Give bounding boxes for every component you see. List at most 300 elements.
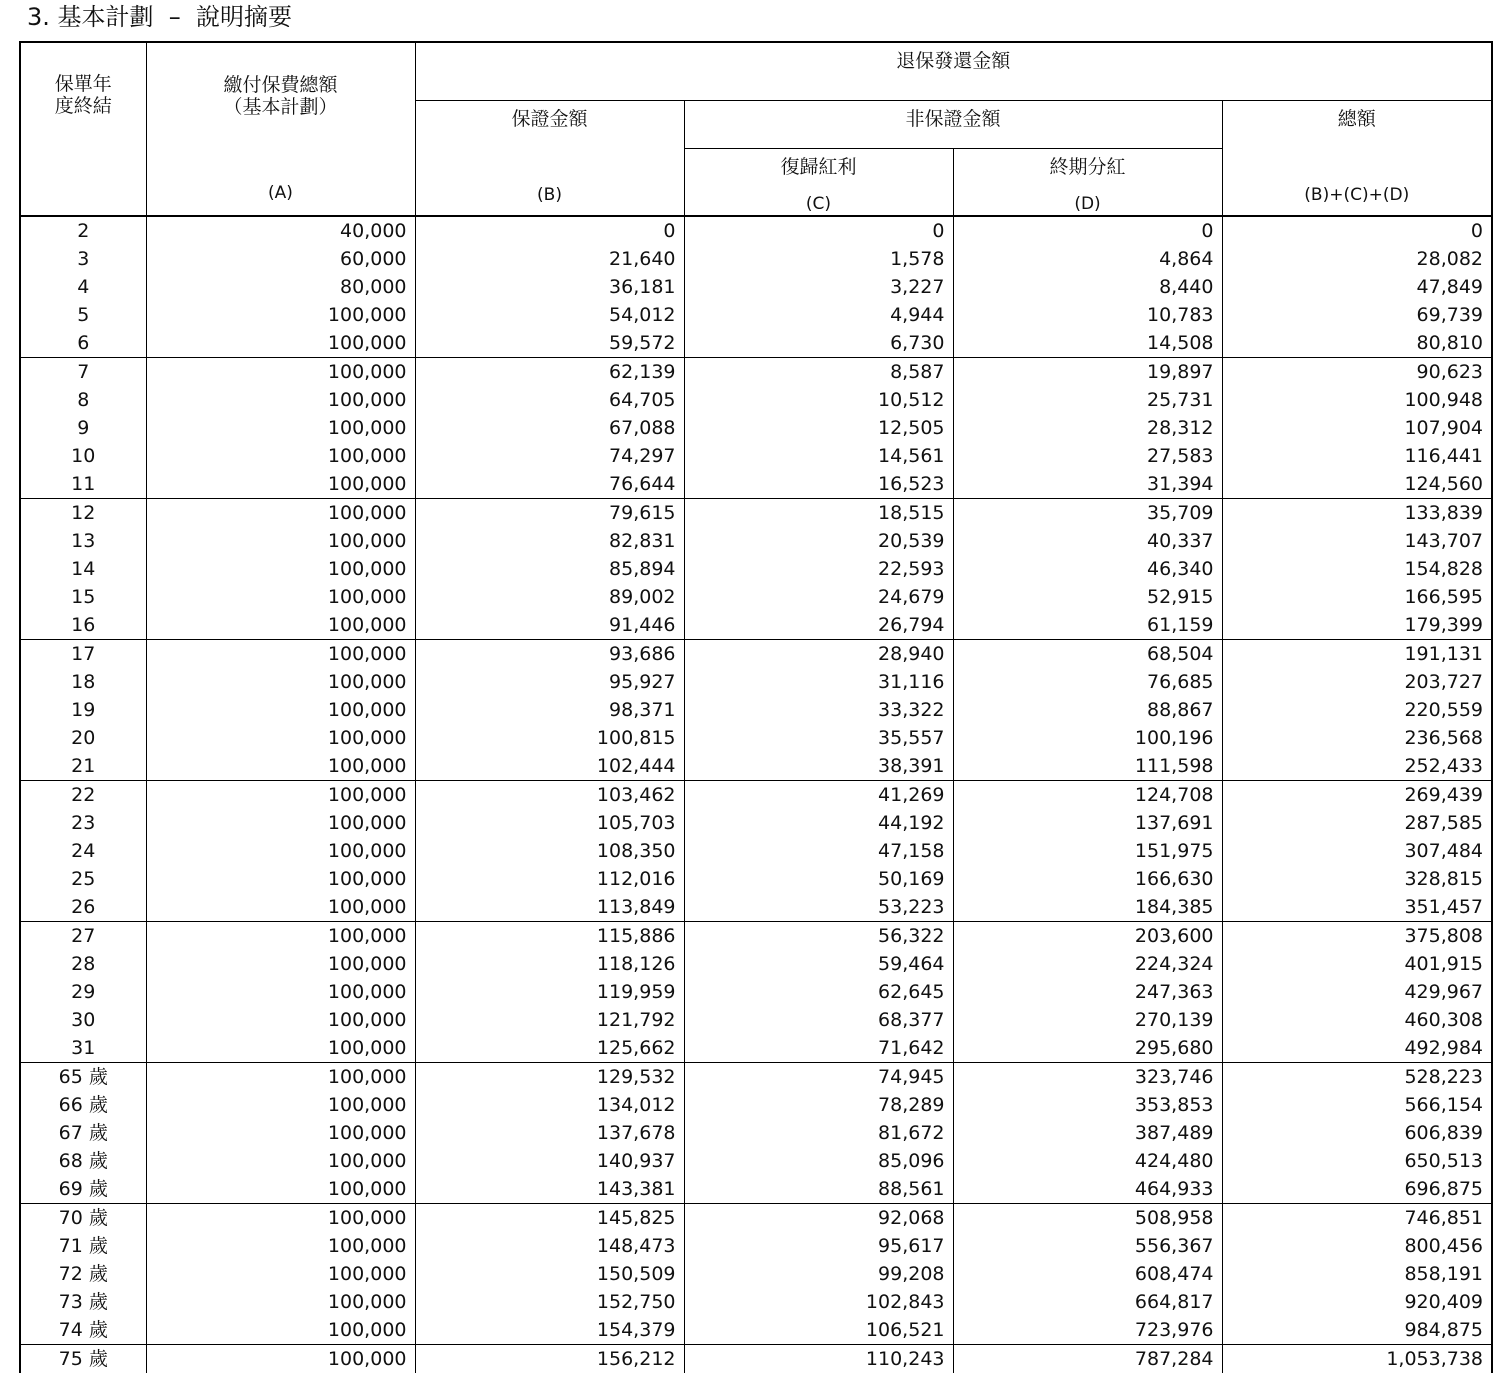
policy-year-cell: 7: [20, 358, 146, 387]
reversionary-bonus-cell: 41,269: [684, 781, 953, 810]
premium-cell: 100,000: [146, 752, 415, 781]
policy-year-cell: 24: [20, 837, 146, 865]
guaranteed-cell: 91,446: [415, 611, 684, 640]
policy-year-cell: 67 歲: [20, 1119, 146, 1147]
reversionary-bonus-cell: 8,587: [684, 358, 953, 387]
table-row: [20, 499, 1492, 528]
reversionary-bonus-cell: 95,617: [684, 1232, 953, 1260]
policy-year-cell: 70 歲: [20, 1204, 146, 1233]
premium-cell: 100,000: [146, 1119, 415, 1147]
policy-year-cell: 9: [20, 414, 146, 442]
table-row: [20, 1316, 1492, 1345]
terminal-dividend-cell: 295,680: [953, 1034, 1222, 1063]
premium-cell: 100,000: [146, 1316, 415, 1345]
table-row: [20, 668, 1492, 696]
guaranteed-cell: 112,016: [415, 865, 684, 893]
total-cell: 90,623: [1222, 358, 1492, 387]
total-cell: 203,727: [1222, 668, 1492, 696]
premium-cell: 100,000: [146, 893, 415, 922]
premium-cell: 100,000: [146, 329, 415, 358]
terminal-dividend-cell: 124,708: [953, 781, 1222, 810]
premium-cell: 100,000: [146, 1232, 415, 1260]
total-cell: 124,560: [1222, 470, 1492, 499]
policy-year-cell: 30: [20, 1006, 146, 1034]
table-row: [20, 809, 1492, 837]
premium-cell: 100,000: [146, 696, 415, 724]
total-cell: 650,513: [1222, 1147, 1492, 1175]
reversionary-bonus-cell: 85,096: [684, 1147, 953, 1175]
terminal-dividend-cell: 31,394: [953, 470, 1222, 499]
total-cell: 307,484: [1222, 837, 1492, 865]
policy-year-cell: 26: [20, 893, 146, 922]
guaranteed-cell: 67,088: [415, 414, 684, 442]
total-cell: 80,810: [1222, 329, 1492, 358]
table-row: [20, 611, 1492, 640]
guaranteed-cell: 82,831: [415, 527, 684, 555]
total-cell: 566,154: [1222, 1091, 1492, 1119]
total-cell: 69,739: [1222, 301, 1492, 329]
guaranteed-amount-label: 保證金額: [511, 108, 588, 130]
reversionary-bonus-cell: 68,377: [684, 1006, 953, 1034]
guaranteed-cell: 74,297: [415, 442, 684, 470]
premium-cell: 100,000: [146, 640, 415, 669]
terminal-dividend-letter: (D): [1074, 194, 1101, 214]
guaranteed-cell: 115,886: [415, 922, 684, 951]
table-row: [20, 1091, 1492, 1119]
reversionary-bonus-cell: 74,945: [684, 1063, 953, 1092]
guaranteed-cell: 134,012: [415, 1091, 684, 1119]
table-row: [20, 1147, 1492, 1175]
policy-year-cell: 25: [20, 865, 146, 893]
premium-cell: 100,000: [146, 386, 415, 414]
premium-cell: 100,000: [146, 1147, 415, 1175]
premium-cell: 100,000: [146, 950, 415, 978]
guaranteed-cell: 121,792: [415, 1006, 684, 1034]
total-cell: 116,441: [1222, 442, 1492, 470]
policy-year-cell: 5: [20, 301, 146, 329]
guaranteed-cell: 103,462: [415, 781, 684, 810]
table-row: [20, 1034, 1492, 1063]
terminal-dividend-cell: 203,600: [953, 922, 1222, 951]
terminal-dividend-cell: 35,709: [953, 499, 1222, 528]
premium-cell: 100,000: [146, 1175, 415, 1204]
guaranteed-cell: 140,937: [415, 1147, 684, 1175]
document-title: 3. 基本計劃 – 說明摘要: [27, 3, 293, 31]
guaranteed-cell: 105,703: [415, 809, 684, 837]
terminal-dividend-cell: 14,508: [953, 329, 1222, 358]
total-cell: 401,915: [1222, 950, 1492, 978]
guaranteed-amount-letter: (B): [537, 185, 562, 205]
policy-year-cell: 17: [20, 640, 146, 669]
premium-header-line-1: 繳付保費總額: [223, 74, 338, 96]
policy-year-cell: 21: [20, 752, 146, 781]
reversionary-bonus-cell: 14,561: [684, 442, 953, 470]
table-row: [20, 1204, 1492, 1233]
terminal-dividend-cell: 184,385: [953, 893, 1222, 922]
table-row: [20, 358, 1492, 387]
table-row: [20, 865, 1492, 893]
terminal-dividend-cell: 28,312: [953, 414, 1222, 442]
surrender-value-group-header: 退保發還金額: [415, 42, 1492, 101]
premium-cell: 40,000: [146, 216, 415, 245]
terminal-dividend-cell: 166,630: [953, 865, 1222, 893]
total-cell: 606,839: [1222, 1119, 1492, 1147]
table-row: [20, 442, 1492, 470]
reversionary-bonus-cell: 71,642: [684, 1034, 953, 1063]
premium-cell: 100,000: [146, 837, 415, 865]
premium-cell: 100,000: [146, 1063, 415, 1092]
guaranteed-cell: 100,815: [415, 724, 684, 752]
premium-cell: 100,000: [146, 1034, 415, 1063]
total-cell: 920,409: [1222, 1288, 1492, 1316]
reversionary-bonus-cell: 10,512: [684, 386, 953, 414]
guaranteed-cell: 129,532: [415, 1063, 684, 1092]
terminal-dividend-cell: 27,583: [953, 442, 1222, 470]
policy-year-cell: 68 歲: [20, 1147, 146, 1175]
terminal-dividend-label: 終期分紅: [1049, 156, 1126, 178]
policy-year-cell: 6: [20, 329, 146, 358]
table-row: [20, 470, 1492, 499]
reversionary-bonus-cell: 88,561: [684, 1175, 953, 1204]
table-row: [20, 1063, 1492, 1092]
policy-year-cell: 27: [20, 922, 146, 951]
policy-year-cell: 13: [20, 527, 146, 555]
premium-header: [146, 42, 415, 216]
reversionary-bonus-letter: (C): [805, 194, 832, 214]
terminal-dividend-cell: 25,731: [953, 386, 1222, 414]
total-formula: (B)+(C)+(D): [1304, 185, 1410, 205]
guaranteed-cell: 62,139: [415, 358, 684, 387]
table-row: [20, 1006, 1492, 1034]
policy-year-cell: 15: [20, 583, 146, 611]
policy-year-cell: 29: [20, 978, 146, 1006]
premium-cell: 100,000: [146, 499, 415, 528]
reversionary-bonus-cell: 59,464: [684, 950, 953, 978]
total-cell: 375,808: [1222, 922, 1492, 951]
terminal-dividend-cell: 8,440: [953, 273, 1222, 301]
reversionary-bonus-cell: 28,940: [684, 640, 953, 669]
guaranteed-cell: 137,678: [415, 1119, 684, 1147]
premium-cell: 100,000: [146, 301, 415, 329]
guaranteed-cell: 152,750: [415, 1288, 684, 1316]
table-row: [20, 329, 1492, 358]
reversionary-bonus-cell: 53,223: [684, 893, 953, 922]
terminal-dividend-cell: 46,340: [953, 555, 1222, 583]
terminal-dividend-cell: 464,933: [953, 1175, 1222, 1204]
premium-cell: 100,000: [146, 470, 415, 499]
policy-year-header-line-1: 保單年: [54, 73, 112, 95]
table-row: [20, 1119, 1492, 1147]
total-cell: 429,967: [1222, 978, 1492, 1006]
total-cell: 191,131: [1222, 640, 1492, 669]
table-row: [20, 978, 1492, 1006]
table-row: [20, 1288, 1492, 1316]
total-cell: 100,948: [1222, 386, 1492, 414]
table-row: [20, 724, 1492, 752]
guaranteed-cell: 113,849: [415, 893, 684, 922]
guaranteed-cell: 0: [415, 216, 684, 245]
policy-year-cell: 74 歲: [20, 1316, 146, 1345]
policy-year-cell: 2: [20, 216, 146, 245]
premium-cell: 100,000: [146, 1091, 415, 1119]
table-row: [20, 640, 1492, 669]
reversionary-bonus-cell: 56,322: [684, 922, 953, 951]
guaranteed-cell: 64,705: [415, 386, 684, 414]
guaranteed-cell: 95,927: [415, 668, 684, 696]
policy-year-cell: 73 歲: [20, 1288, 146, 1316]
premium-cell: 100,000: [146, 865, 415, 893]
policy-year-cell: 20: [20, 724, 146, 752]
total-cell: 179,399: [1222, 611, 1492, 640]
guaranteed-cell: 145,825: [415, 1204, 684, 1233]
reversionary-bonus-cell: 50,169: [684, 865, 953, 893]
policy-year-cell: 16: [20, 611, 146, 640]
premium-cell: 100,000: [146, 1204, 415, 1233]
terminal-dividend-cell: 424,480: [953, 1147, 1222, 1175]
total-cell: 107,904: [1222, 414, 1492, 442]
total-cell: 1,053,738: [1222, 1345, 1492, 1374]
table-row: [20, 950, 1492, 978]
reversionary-bonus-cell: 44,192: [684, 809, 953, 837]
table-row: [20, 583, 1492, 611]
table-row: [20, 386, 1492, 414]
premium-cell: 100,000: [146, 978, 415, 1006]
total-cell: 746,851: [1222, 1204, 1492, 1233]
policy-year-cell: 72 歲: [20, 1260, 146, 1288]
reversionary-bonus-cell: 35,557: [684, 724, 953, 752]
policy-year-cell: 3: [20, 245, 146, 273]
reversionary-bonus-cell: 20,539: [684, 527, 953, 555]
guaranteed-cell: 156,212: [415, 1345, 684, 1374]
table-row: [20, 781, 1492, 810]
reversionary-bonus-cell: 3,227: [684, 273, 953, 301]
policy-year-cell: 10: [20, 442, 146, 470]
table-row: [20, 922, 1492, 951]
reversionary-bonus-cell: 0: [684, 216, 953, 245]
terminal-dividend-cell: 40,337: [953, 527, 1222, 555]
reversionary-bonus-cell: 4,944: [684, 301, 953, 329]
guaranteed-cell: 79,615: [415, 499, 684, 528]
reversionary-bonus-cell: 26,794: [684, 611, 953, 640]
total-cell: 0: [1222, 216, 1492, 245]
premium-cell: 100,000: [146, 358, 415, 387]
terminal-dividend-cell: 247,363: [953, 978, 1222, 1006]
guaranteed-cell: 102,444: [415, 752, 684, 781]
terminal-dividend-cell: 151,975: [953, 837, 1222, 865]
premium-cell: 100,000: [146, 1006, 415, 1034]
terminal-dividend-header: [953, 149, 1222, 217]
premium-cell: 100,000: [146, 555, 415, 583]
guaranteed-cell: 143,381: [415, 1175, 684, 1204]
terminal-dividend-cell: 52,915: [953, 583, 1222, 611]
guaranteed-cell: 125,662: [415, 1034, 684, 1063]
policy-year-cell: 12: [20, 499, 146, 528]
reversionary-bonus-cell: 1,578: [684, 245, 953, 273]
total-cell: 269,439: [1222, 781, 1492, 810]
guaranteed-cell: 36,181: [415, 273, 684, 301]
premium-cell: 100,000: [146, 668, 415, 696]
table-row: [20, 1260, 1492, 1288]
premium-cell: 100,000: [146, 583, 415, 611]
total-header: [1222, 101, 1492, 217]
guaranteed-cell: 93,686: [415, 640, 684, 669]
reversionary-bonus-cell: 18,515: [684, 499, 953, 528]
terminal-dividend-cell: 353,853: [953, 1091, 1222, 1119]
table-row: [20, 1232, 1492, 1260]
premium-header-letter: (A): [268, 183, 293, 203]
table-row: [20, 245, 1492, 273]
terminal-dividend-cell: 556,367: [953, 1232, 1222, 1260]
terminal-dividend-cell: 664,817: [953, 1288, 1222, 1316]
terminal-dividend-cell: 100,196: [953, 724, 1222, 752]
reversionary-bonus-cell: 102,843: [684, 1288, 953, 1316]
total-cell: 492,984: [1222, 1034, 1492, 1063]
terminal-dividend-cell: 224,324: [953, 950, 1222, 978]
guaranteed-cell: 119,959: [415, 978, 684, 1006]
table-row: [20, 301, 1492, 329]
guaranteed-cell: 150,509: [415, 1260, 684, 1288]
guaranteed-cell: 148,473: [415, 1232, 684, 1260]
terminal-dividend-cell: 608,474: [953, 1260, 1222, 1288]
table-body: [20, 216, 1492, 1373]
premium-cell: 60,000: [146, 245, 415, 273]
premium-cell: 100,000: [146, 1288, 415, 1316]
guaranteed-cell: 108,350: [415, 837, 684, 865]
terminal-dividend-cell: 76,685: [953, 668, 1222, 696]
policy-year-cell: 71 歲: [20, 1232, 146, 1260]
reversionary-bonus-cell: 99,208: [684, 1260, 953, 1288]
terminal-dividend-cell: 111,598: [953, 752, 1222, 781]
non-guaranteed-group-header: 非保證金額: [684, 101, 1222, 149]
guaranteed-cell: 118,126: [415, 950, 684, 978]
terminal-dividend-cell: 137,691: [953, 809, 1222, 837]
reversionary-bonus-cell: 24,679: [684, 583, 953, 611]
guaranteed-cell: 85,894: [415, 555, 684, 583]
policy-year-cell: 69 歲: [20, 1175, 146, 1204]
total-cell: 166,595: [1222, 583, 1492, 611]
premium-cell: 100,000: [146, 724, 415, 752]
reversionary-bonus-cell: 31,116: [684, 668, 953, 696]
guaranteed-cell: 98,371: [415, 696, 684, 724]
premium-cell: 100,000: [146, 442, 415, 470]
total-cell: 154,828: [1222, 555, 1492, 583]
reversionary-bonus-cell: 22,593: [684, 555, 953, 583]
premium-cell: 100,000: [146, 809, 415, 837]
policy-year-cell: 23: [20, 809, 146, 837]
total-cell: 460,308: [1222, 1006, 1492, 1034]
policy-year-cell: 31: [20, 1034, 146, 1063]
premium-header-line-2: （基本計劃）: [223, 96, 338, 118]
policy-year-cell: 65 歲: [20, 1063, 146, 1092]
terminal-dividend-cell: 10,783: [953, 301, 1222, 329]
reversionary-bonus-cell: 81,672: [684, 1119, 953, 1147]
policy-year-cell: 22: [20, 781, 146, 810]
policy-year-cell: 19: [20, 696, 146, 724]
table-row: [20, 555, 1492, 583]
premium-cell: 100,000: [146, 414, 415, 442]
guaranteed-cell: 54,012: [415, 301, 684, 329]
premium-cell: 100,000: [146, 781, 415, 810]
premium-cell: 100,000: [146, 527, 415, 555]
premium-cell: 80,000: [146, 273, 415, 301]
reversionary-bonus-cell: 106,521: [684, 1316, 953, 1345]
policy-year-cell: 8: [20, 386, 146, 414]
policy-year-cell: 4: [20, 273, 146, 301]
reversionary-bonus-cell: 16,523: [684, 470, 953, 499]
premium-cell: 100,000: [146, 922, 415, 951]
policy-year-cell: 28: [20, 950, 146, 978]
illustration-table: [19, 41, 1493, 1373]
total-cell: 220,559: [1222, 696, 1492, 724]
total-cell: 143,707: [1222, 527, 1492, 555]
table-row: [20, 837, 1492, 865]
total-cell: 328,815: [1222, 865, 1492, 893]
reversionary-bonus-header: [684, 149, 953, 217]
terminal-dividend-cell: 387,489: [953, 1119, 1222, 1147]
table-row: [20, 414, 1492, 442]
terminal-dividend-cell: 4,864: [953, 245, 1222, 273]
premium-cell: 100,000: [146, 1260, 415, 1288]
total-cell: 800,456: [1222, 1232, 1492, 1260]
terminal-dividend-cell: 0: [953, 216, 1222, 245]
total-cell: 696,875: [1222, 1175, 1492, 1204]
reversionary-bonus-cell: 6,730: [684, 329, 953, 358]
total-cell: 133,839: [1222, 499, 1492, 528]
policy-year-cell: 18: [20, 668, 146, 696]
total-cell: 236,568: [1222, 724, 1492, 752]
table-row: [20, 1175, 1492, 1204]
reversionary-bonus-cell: 62,645: [684, 978, 953, 1006]
terminal-dividend-cell: 61,159: [953, 611, 1222, 640]
reversionary-bonus-cell: 12,505: [684, 414, 953, 442]
premium-cell: 100,000: [146, 1345, 415, 1374]
policy-year-cell: 11: [20, 470, 146, 499]
guaranteed-cell: 21,640: [415, 245, 684, 273]
total-cell: 287,585: [1222, 809, 1492, 837]
table-row: [20, 1345, 1492, 1374]
reversionary-bonus-cell: 38,391: [684, 752, 953, 781]
reversionary-bonus-cell: 92,068: [684, 1204, 953, 1233]
policy-year-cell: 75 歲: [20, 1345, 146, 1374]
policy-year-header: [20, 42, 146, 216]
table-row: [20, 893, 1492, 922]
guaranteed-cell: 59,572: [415, 329, 684, 358]
policy-year-cell: 14: [20, 555, 146, 583]
total-cell: 351,457: [1222, 893, 1492, 922]
reversionary-bonus-cell: 78,289: [684, 1091, 953, 1119]
terminal-dividend-cell: 323,746: [953, 1063, 1222, 1092]
total-cell: 252,433: [1222, 752, 1492, 781]
table-row: [20, 696, 1492, 724]
total-cell: 858,191: [1222, 1260, 1492, 1288]
reversionary-bonus-cell: 110,243: [684, 1345, 953, 1374]
table-row: [20, 216, 1492, 245]
terminal-dividend-cell: 787,284: [953, 1345, 1222, 1374]
reversionary-bonus-label: 復歸紅利: [780, 156, 857, 178]
total-cell: 528,223: [1222, 1063, 1492, 1092]
reversionary-bonus-cell: 33,322: [684, 696, 953, 724]
terminal-dividend-cell: 723,976: [953, 1316, 1222, 1345]
policy-year-cell: 66 歲: [20, 1091, 146, 1119]
total-cell: 984,875: [1222, 1316, 1492, 1345]
terminal-dividend-cell: 88,867: [953, 696, 1222, 724]
terminal-dividend-cell: 508,958: [953, 1204, 1222, 1233]
guaranteed-cell: 89,002: [415, 583, 684, 611]
terminal-dividend-cell: 19,897: [953, 358, 1222, 387]
terminal-dividend-cell: 270,139: [953, 1006, 1222, 1034]
total-cell: 28,082: [1222, 245, 1492, 273]
table-row: [20, 752, 1492, 781]
